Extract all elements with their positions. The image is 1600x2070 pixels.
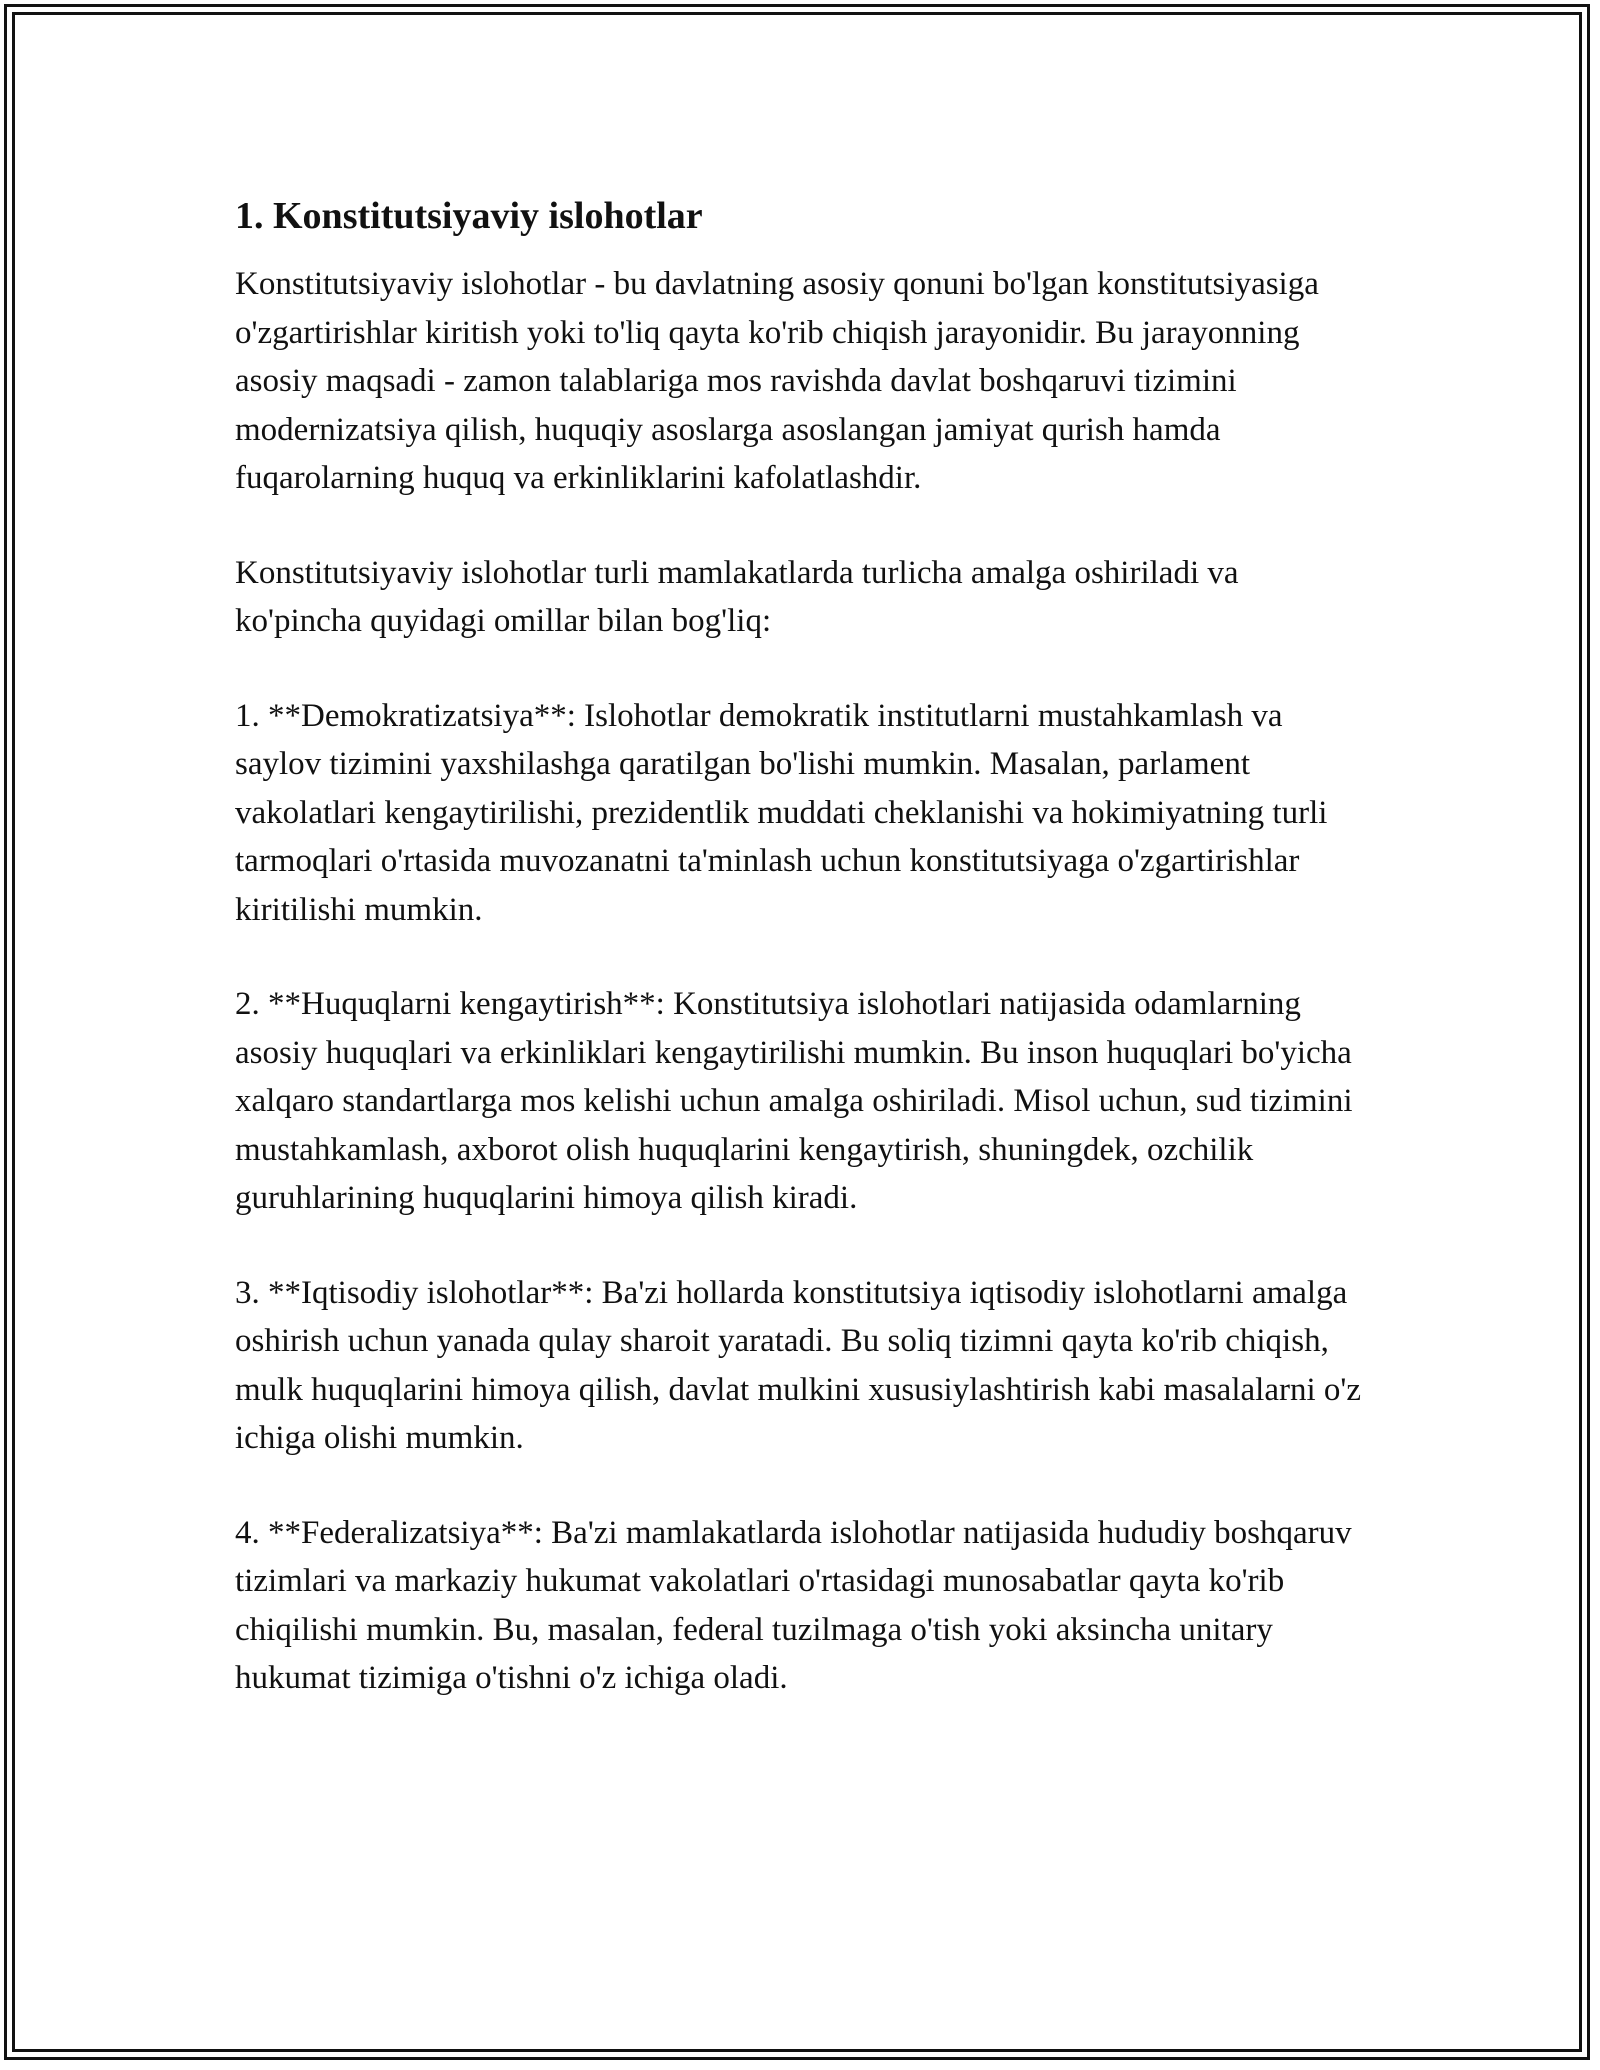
document-body <box>235 190 1370 1749</box>
paragraph-item-3: 3. **Iqtisodiy islohotlar**: Ba'zi hollarda konstitutsiya iqtisodiy islohotlarni amalga oshirish uchun yanada qulay sharoit yaratadi. Bu soliq tizimni qayta ko'rib chiqish, mulk huquqlarini himoya qilish, davlat mulkini xususiylashtirish kabi masalalarni o'z ichiga olishi mumkin. <box>235 1274 1361 1456</box>
section-heading: 1. Konstitutsiyaviy islohotlar <box>235 195 703 237</box>
paragraph-factors: Konstitutsiyaviy islohotlar turli mamlakatlarda turlicha amalga oshiriladi va ko'pincha quyidagi omillar bilan bog'liq: <box>235 554 1239 639</box>
paragraph-item-2: 2. **Huquqlarni kengaytirish**: Konstitutsiya islohotlari natijasida odamlarning asosiy huquqlari va erkinliklari kengaytirilishi mumkin. Bu inson huquqlari bo'yicha xalqaro standartlarga mos kelishi uchun amalga oshiriladi. Misol uchun, sud tizimini mustahkamlash, axborot olish huquqlarini kengaytirish, shuningdek, ozchilik guruhlarining huquqlarini himoya qilish kiradi. <box>235 986 1353 1216</box>
paragraph-intro: Konstitutsiyaviy islohotlar - bu davlatning asosiy qonuni bo'lgan konstitutsiyasiga o'zgartirishlar kiritish yoki to'liq qayta ko'rib chiqish jarayonidir. Bu jarayonning asosiy maqsadi - zamon talablariga mos ravishda davlat boshqaruvi tizimini modernizatsiya qilish, huquqiy asoslarga asoslangan jamiyat qurish hamda fuqarolarning huquq va erkinliklarini kafolatlashdir. <box>235 266 1319 496</box>
paragraph-item-4: 4. **Federalizatsiya**: Ba'zi mamlakatlarda islohotlar natijasida hududiy boshqaruv tizimlari va markaziy hukumat vakolatlari o'rtasidagi munosabatlar qayta ko'rib chiqilishi mumkin. Bu, masalan, federal tuzilmaga o'tish yoki aksincha unitary hukumat tizimiga o'tishni o'z ichiga oladi. <box>235 1514 1352 1696</box>
paragraph-item-1: 1. **Demokratizatsiya**: Islohotlar demokratik institutlarni mustahkamlash va saylov tizimini yaxshilashga qaratilgan bo'lishi mumkin. Masalan, parlament vakolatlari kengaytirilishi, prezidentlik muddati cheklanishi va hokimiyatning turli tarmoqlari o'rtasida muvozanatni ta'minlash uchun konstitutsiyaga o'zgartirishlar kiritilishi mumkin. <box>235 697 1328 928</box>
